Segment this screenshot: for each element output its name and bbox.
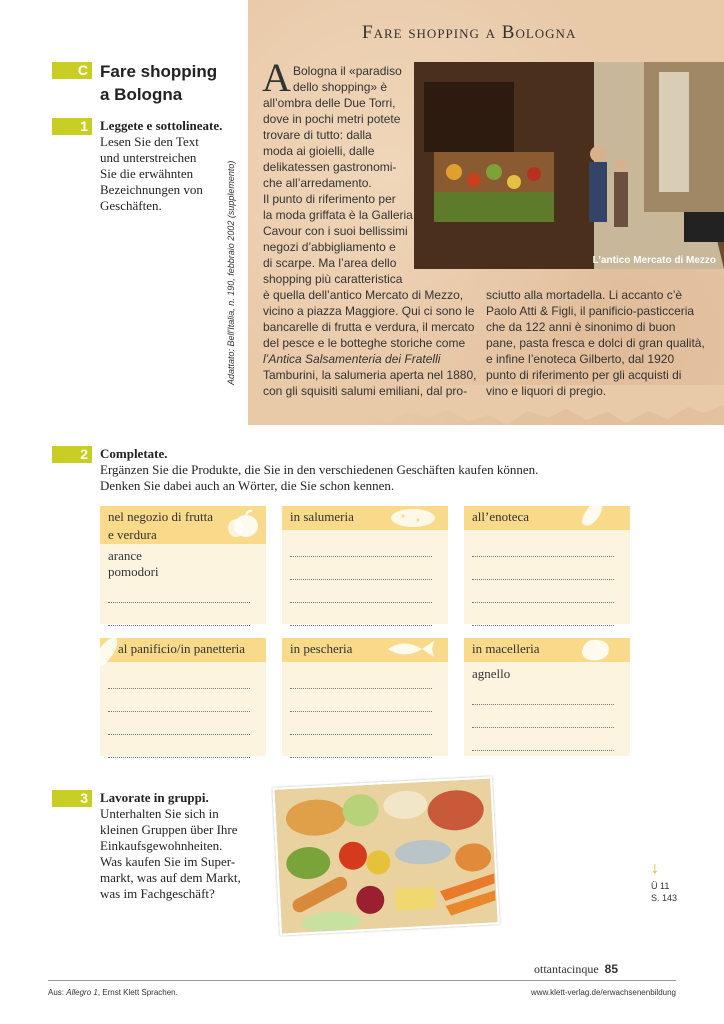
- article-line: di scarpe. Ma l’area dello: [263, 256, 397, 270]
- exercise-1-line: Geschäften.: [100, 198, 162, 213]
- exercise-3-line: markt, was auf dem Markt,: [100, 870, 241, 885]
- exercise-3-line: Unterhalten Sie sich in: [100, 806, 219, 821]
- exercise-3-line: kleinen Gruppen über Ihre: [100, 822, 238, 837]
- answer-line[interactable]: [290, 534, 432, 557]
- page-number: [534, 962, 618, 977]
- shop-box-label: in salumeria: [290, 509, 354, 524]
- shop-box-label: in macelleria: [472, 641, 540, 656]
- answer-line[interactable]: [290, 735, 432, 758]
- article-line: del pesce e le botteghe storiche come: [263, 336, 466, 350]
- shop-box-body: [282, 662, 448, 764]
- shop-box-body: [100, 544, 266, 632]
- shop-box-label: nel negozio di frutta: [108, 509, 214, 524]
- exercise-1-line: Sie die erwähnten: [100, 166, 194, 181]
- exercise-2-text: [100, 446, 538, 494]
- shop-box-fruit-vegetables: [100, 506, 266, 624]
- footer-source: [48, 988, 178, 997]
- filled-word: pomodori: [108, 564, 159, 579]
- exercise-2-instruction: Ergänzen Sie die Produkte, die Sie in den verschiedenen Geschäften kaufen können.: [100, 462, 539, 477]
- cross-reference: [651, 880, 677, 904]
- shop-box-fishmonger: [282, 638, 448, 756]
- article-line: vino e liquori di pregio.: [486, 384, 607, 398]
- article-line: moda ai gioielli, dalle: [263, 144, 375, 158]
- page-number-word: ottantacinque: [534, 962, 599, 976]
- wine-bottle-icon: [576, 486, 616, 530]
- answer-line[interactable]: [290, 666, 432, 689]
- article-line: bancarelle di frutta e verdura, il mercato: [263, 320, 475, 334]
- source-note: Adattato: Bell'Italia, n. 190, febbraio 2002 (supplemento): [226, 160, 236, 385]
- shop-box-label: e verdura: [108, 527, 157, 542]
- section-tag: C: [52, 62, 92, 79]
- article-line: delikatessen gastronomi-: [263, 160, 397, 174]
- section-title-line: a Bologna: [100, 85, 183, 104]
- article-line: Paolo Atti & Figli, il panificio-pasticceria: [486, 304, 695, 318]
- shop-box-header: [464, 638, 630, 662]
- answer-line[interactable]: [472, 557, 614, 580]
- article-line: negozi d’abbigliamento e: [263, 240, 396, 254]
- exercise-3-line: Was kaufen Sie im Super-: [100, 854, 236, 869]
- exercise-1-line: Bezeichnungen von: [100, 182, 203, 197]
- answer-line[interactable]: [108, 666, 250, 689]
- answer-line[interactable]: [108, 603, 250, 626]
- shop-box-enoteca: [464, 506, 630, 624]
- shop-box-butcher: [464, 638, 630, 756]
- shop-box-header: [100, 506, 266, 544]
- exercise-1-line: Lesen Sie den Text: [100, 134, 199, 149]
- article-column-1a: [293, 63, 402, 95]
- exercise-2-title: Completate.: [100, 446, 168, 461]
- answer-line[interactable]: [108, 580, 250, 603]
- article-line: che da 122 anni è sinonimo di buon: [486, 320, 676, 334]
- answer-line[interactable]: [472, 705, 614, 728]
- article-line: Tamburini, la salumeria aperta nel 1880,: [263, 368, 477, 382]
- exercise-3-line: was im Fachgeschäft?: [100, 886, 215, 901]
- article-line: vicino a piazza Maggiore. Qui ci sono le: [263, 304, 475, 318]
- drop-cap: A: [262, 55, 291, 100]
- groceries-photo: [272, 776, 499, 935]
- cross-reference-arrow-icon: ↓: [651, 860, 659, 877]
- exercise-3-text: [100, 790, 241, 902]
- article-line: trovare di tutto: dalla: [263, 128, 372, 142]
- shop-box-body: [100, 662, 266, 764]
- exercise-1-text: [100, 118, 222, 214]
- shop-box-header: [282, 506, 448, 530]
- article-line: è quella dell’antico Mercato di Mezzo,: [263, 288, 464, 302]
- exercise-1-line: und unterstreichen: [100, 150, 197, 165]
- footer-url: www.klett-verlag.de/erwachsenenbildung: [531, 988, 676, 997]
- article-line: dove in pochi metri potete: [263, 112, 401, 126]
- exercise-3-title: Lavorate in gruppi.: [100, 790, 209, 805]
- filled-word: arance: [108, 548, 142, 563]
- answer-line[interactable]: [472, 682, 614, 705]
- section-title-line: Fare shopping: [100, 62, 218, 81]
- answer-line[interactable]: [108, 689, 250, 712]
- footer-source-prefix: Aus:: [48, 988, 67, 997]
- cross-reference-page: S. 143: [651, 893, 678, 903]
- answer-line[interactable]: [472, 534, 614, 557]
- fish-icon: [384, 638, 436, 660]
- groceries-illustration: [274, 778, 499, 935]
- article-line: shopping più caratteristica: [263, 272, 403, 286]
- footer-source-publisher: , Ernst Klett Sprachen.: [97, 988, 178, 997]
- shop-box-header: [100, 638, 266, 662]
- bread-icon: [86, 632, 126, 672]
- answer-line[interactable]: [108, 735, 250, 758]
- section-title: [100, 60, 240, 106]
- answer-line[interactable]: [472, 580, 614, 603]
- market-illustration: [414, 62, 724, 269]
- footer-divider: [48, 980, 676, 981]
- photo-caption: L’antico Mercato di Mezzo: [592, 255, 716, 266]
- salami-icon: [388, 504, 438, 530]
- footer-source-book: Allegro 1: [66, 988, 98, 997]
- shop-box-header: [282, 638, 448, 662]
- shop-box-label: al panificio/in panetteria: [118, 641, 246, 656]
- exercise-number: 2: [52, 446, 92, 463]
- shop-box-header: [464, 506, 630, 530]
- answer-line[interactable]: [472, 728, 614, 751]
- answer-line[interactable]: [290, 689, 432, 712]
- shop-box-body: [282, 530, 448, 632]
- shop-box-body: [464, 530, 630, 632]
- article-line: la moda griffata è la Galleria: [263, 208, 413, 222]
- article-line: che all’arredamento.: [263, 176, 372, 190]
- fruit-icon: [226, 508, 262, 540]
- answer-line[interactable]: [290, 557, 432, 580]
- meat-icon: [576, 634, 616, 664]
- exercise-number: 3: [52, 790, 92, 807]
- exercise-3-line: Einkaufsgewohnheiten.: [100, 838, 223, 853]
- page-number-digits: 85: [604, 962, 618, 976]
- shop-box-label: all’enoteca: [472, 509, 530, 524]
- article-line: pane, pasta fresca e dolci di gran qualità,: [486, 336, 705, 350]
- market-photo: [414, 62, 724, 269]
- article-line: Bologna il «paradiso: [293, 64, 402, 78]
- article-column-2: [486, 287, 705, 399]
- page-header-title: Fare shopping a Bologna: [362, 22, 577, 43]
- answer-line[interactable]: [108, 712, 250, 735]
- shop-box-label: in pescheria: [290, 641, 353, 656]
- shop-box-salumeria: [282, 506, 448, 624]
- filled-word: agnello: [472, 666, 511, 681]
- answer-line[interactable]: [290, 603, 432, 626]
- article-line: e infine l’enoteca Gilberto, dal 1920: [486, 352, 675, 366]
- article-line: punto di riferimento per gli acquisti di: [486, 368, 682, 382]
- article-line: Il punto di riferimento per: [263, 192, 396, 206]
- article-line: l’Antica Salsamenteria dei Fratelli: [263, 352, 441, 366]
- cross-reference-exercise: Ü 11: [651, 881, 670, 891]
- article-line: con gli squisiti salumi emiliani, dal pro-: [263, 384, 468, 398]
- answer-line[interactable]: [290, 712, 432, 735]
- exercise-2-instruction: Denken Sie dabei auch an Wörter, die Sie schon kennen.: [100, 478, 395, 493]
- article-line: dello shopping» è: [293, 80, 388, 94]
- answer-line[interactable]: [290, 580, 432, 603]
- shop-box-body: [464, 662, 630, 757]
- article-line: Cavour con i suoi bellissimi: [263, 224, 408, 238]
- article-line: sciutto alla mortadella. Li accanto c’è: [486, 288, 683, 302]
- exercise-number: 1: [52, 118, 92, 135]
- shop-box-bakery: [100, 638, 266, 756]
- exercise-1-title: Leggete e sottolineate.: [100, 118, 223, 133]
- article-line: all’ombra delle Due Torri,: [263, 96, 396, 110]
- answer-line[interactable]: [472, 603, 614, 626]
